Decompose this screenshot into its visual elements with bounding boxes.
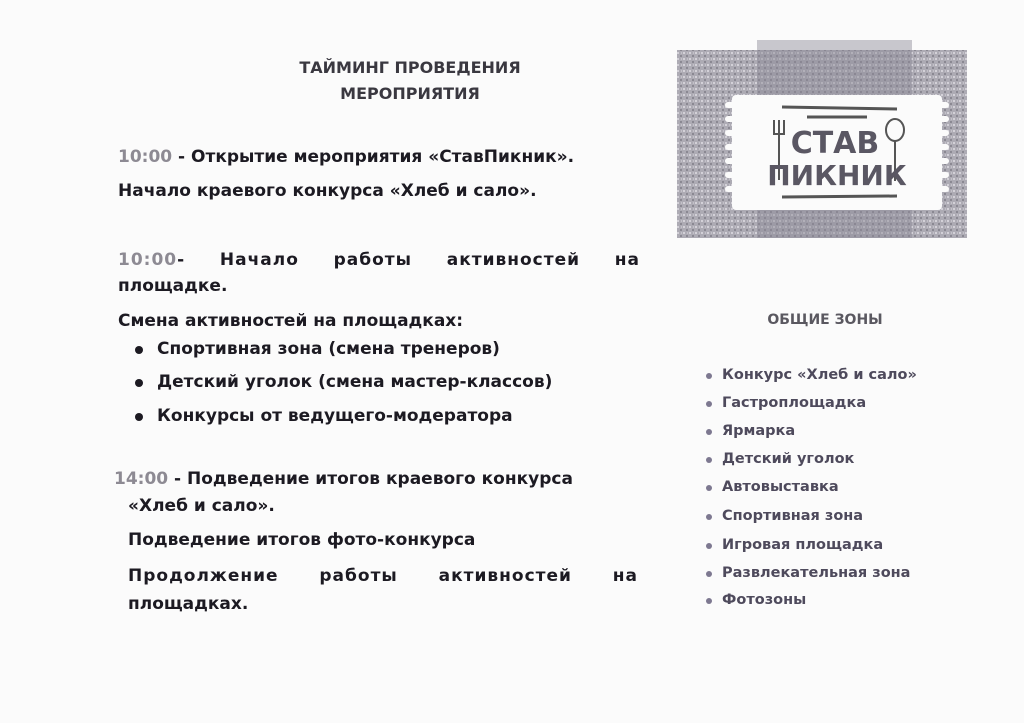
time: 10:00	[118, 147, 173, 167]
zone-item	[722, 508, 863, 524]
zone-item	[722, 423, 795, 439]
bullet-icon	[706, 514, 712, 520]
text: Спортивная зона (смена тренеров)	[157, 339, 500, 359]
svg-text:ПИКНИК: ПИКНИК	[767, 159, 907, 192]
block3-line2: «Хлеб и сало».	[128, 496, 275, 516]
stavpiknik-logo	[677, 40, 967, 238]
block1-line1	[118, 147, 574, 167]
bullet-icon	[706, 598, 712, 604]
text: Спортивная зона	[722, 508, 864, 524]
block3-line1	[114, 469, 573, 489]
bullet-icon	[135, 413, 143, 421]
zone-item	[722, 592, 806, 608]
zone-item	[722, 537, 883, 553]
block2-line2: площадке.	[118, 276, 228, 296]
page-title-line1: ТАЙМИНГ ПРОВЕДЕНИЯ	[299, 58, 521, 77]
time: 14:00	[114, 469, 169, 489]
text: - Подведение итогов краевого конкурса	[168, 469, 573, 489]
text: Фотозоны	[722, 592, 807, 608]
block3-line3: Подведение итогов фото-конкурса	[128, 530, 476, 550]
text: Детский уголок	[722, 451, 855, 467]
bullet-icon	[135, 346, 143, 354]
bullet-icon	[706, 543, 712, 549]
text: Игровая площадка	[722, 537, 884, 553]
text: - Начало работы активностей на	[177, 250, 640, 270]
zone-item	[722, 565, 910, 581]
text: Конкурсы от ведущего-модератора	[157, 406, 513, 426]
bullet-icon	[706, 373, 712, 379]
text: Конкурс «Хлеб и сало»	[722, 367, 917, 383]
list-item	[157, 406, 513, 426]
list-item	[157, 372, 552, 392]
block2-line1	[118, 250, 640, 270]
svg-text:СТАВ: СТАВ	[790, 126, 880, 161]
text: Детский уголок (смена мастер-классов)	[157, 372, 553, 392]
bullet-icon	[706, 485, 712, 491]
zone-item	[722, 395, 866, 411]
block3-line5: площадках.	[128, 594, 249, 614]
zone-item	[722, 367, 917, 383]
text: Ярмарка	[722, 423, 796, 439]
zone-item	[722, 451, 854, 467]
text: Автовыставка	[722, 479, 839, 495]
bullet-icon	[135, 379, 143, 387]
text: Развлекательная зона	[722, 565, 911, 581]
bullet-icon	[706, 457, 712, 463]
page-title-line2: МЕРОПРИЯТИЯ	[340, 84, 480, 103]
zones-title: ОБЩИЕ ЗОНЫ	[767, 312, 883, 328]
time: 10:00	[118, 250, 178, 270]
bullet-icon	[706, 429, 712, 435]
block3-line4: Продолжение работы активностей на	[128, 566, 638, 586]
block2-subheading: Смена активностей на площадках:	[118, 311, 464, 331]
bullet-icon	[706, 571, 712, 577]
zone-item	[722, 479, 839, 495]
bullet-icon	[706, 401, 712, 407]
text: - Открытие мероприятия «СтавПикник».	[172, 147, 575, 167]
list-item	[157, 339, 500, 359]
block1-line2: Начало краевого конкурса «Хлеб и сало».	[118, 181, 537, 201]
text: Гастроплощадка	[722, 395, 867, 411]
